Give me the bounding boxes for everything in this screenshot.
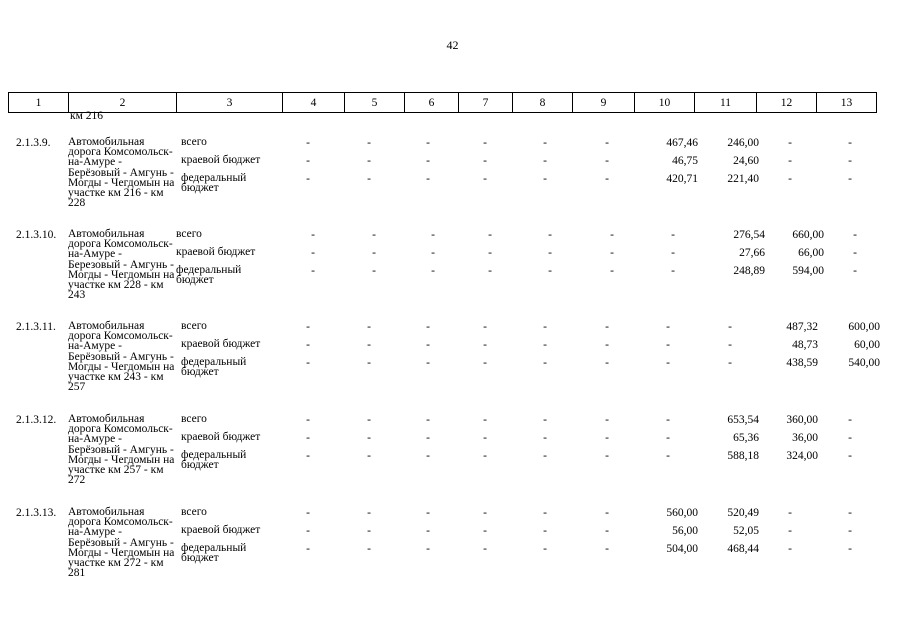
value-cell: - <box>306 155 310 167</box>
value-cell: 467,46 <box>666 137 698 149</box>
value-cell: - <box>483 450 487 462</box>
value-cell: - <box>543 339 547 351</box>
value-cell: - <box>543 357 547 369</box>
row-object-name: Автомобильная дорога Комсомольск-на-Амуре - Берёзовый - Амгунь - Могды - Чегдомын на участке км 216 - км 228 <box>68 136 175 210</box>
value-cell: - <box>426 543 430 555</box>
value-cell: 504,00 <box>666 543 698 555</box>
value-cell: - <box>488 247 492 259</box>
value-cell: - <box>306 137 310 149</box>
col-11-header: 11 <box>695 93 757 113</box>
value-cell: 52,05 <box>733 525 759 537</box>
value-cell: - <box>483 432 487 444</box>
value-cell: - <box>306 339 310 351</box>
value-cell: - <box>728 321 732 333</box>
value-cell: - <box>372 229 376 241</box>
value-cell: - <box>605 507 609 519</box>
funding-source: краевой бюджет <box>181 524 261 536</box>
value-cell: - <box>367 543 371 555</box>
value-cell: - <box>788 507 792 519</box>
value-cell: 468,44 <box>727 543 759 555</box>
value-cell: - <box>543 525 547 537</box>
page-number: 42 <box>446 38 459 52</box>
value-cell: 246,00 <box>727 137 759 149</box>
value-cell: - <box>426 155 430 167</box>
value-cell: - <box>426 450 430 462</box>
table-row <box>0 321 905 411</box>
header-row <box>9 93 877 113</box>
value-cell: - <box>666 414 670 426</box>
value-cell: 65,36 <box>733 432 759 444</box>
value-cell: - <box>431 247 435 259</box>
value-cell: - <box>367 357 371 369</box>
value-cell: - <box>605 137 609 149</box>
value-cell: - <box>426 173 430 185</box>
value-cell: - <box>367 339 371 351</box>
value-cell: - <box>543 321 547 333</box>
value-cell: - <box>431 229 435 241</box>
value-cell: - <box>848 137 852 149</box>
value-cell: - <box>788 525 792 537</box>
value-cell: - <box>543 155 547 167</box>
value-cell: - <box>788 155 792 167</box>
table-row <box>0 137 905 227</box>
value-cell: - <box>605 321 609 333</box>
value-cell: - <box>605 450 609 462</box>
funding-source: всего <box>181 506 207 518</box>
value-cell: - <box>483 339 487 351</box>
value-cell: - <box>488 265 492 277</box>
funding-source: всего <box>181 413 207 425</box>
value-cell: - <box>610 247 614 259</box>
value-cell: - <box>671 229 675 241</box>
value-cell: - <box>367 525 371 537</box>
value-cell: - <box>306 507 310 519</box>
value-cell: - <box>848 450 852 462</box>
row-code: 2.1.3.10. <box>16 229 57 241</box>
col-13-header: 13 <box>817 93 877 113</box>
value-cell: - <box>426 321 430 333</box>
value-cell: - <box>605 432 609 444</box>
value-cell: - <box>605 173 609 185</box>
value-cell: 276,54 <box>733 229 765 241</box>
value-cell: - <box>306 432 310 444</box>
row-object-name: Автомобильная дорога Комсомольск-на-Амуре - Берёзовый - Амгунь - Могды - Чегдомын на участке км 272 - км 281 <box>68 506 175 580</box>
table-row <box>0 507 905 597</box>
value-cell: - <box>605 339 609 351</box>
value-cell: - <box>605 543 609 555</box>
value-cell: 24,60 <box>733 155 759 167</box>
value-cell: - <box>728 339 732 351</box>
value-cell: - <box>610 229 614 241</box>
funding-source: федеральный бюджет <box>176 264 242 286</box>
value-cell: 36,00 <box>792 432 818 444</box>
value-cell: - <box>367 155 371 167</box>
value-cell: - <box>853 247 857 259</box>
value-cell: - <box>367 173 371 185</box>
value-cell: - <box>483 137 487 149</box>
row-code: 2.1.3.13. <box>16 507 57 519</box>
col-12-header: 12 <box>757 93 817 113</box>
row-code: 2.1.3.12. <box>16 414 57 426</box>
value-cell: - <box>548 265 552 277</box>
value-cell: - <box>853 229 857 241</box>
table-row <box>0 414 905 504</box>
funding-source: федеральный бюджет <box>181 542 247 564</box>
value-cell: - <box>548 229 552 241</box>
value-cell: 66,00 <box>798 247 824 259</box>
value-cell: - <box>367 321 371 333</box>
value-cell: 653,54 <box>727 414 759 426</box>
value-cell: 360,00 <box>786 414 818 426</box>
value-cell: - <box>367 450 371 462</box>
col-9-header: 9 <box>573 93 635 113</box>
value-cell: - <box>666 339 670 351</box>
value-cell: - <box>426 432 430 444</box>
value-cell: 48,73 <box>792 339 818 351</box>
col-5-header: 5 <box>345 93 405 113</box>
funding-source: федеральный бюджет <box>181 449 247 471</box>
value-cell: 520,49 <box>727 507 759 519</box>
column-header-table <box>8 92 877 113</box>
funding-source: краевой бюджет <box>176 246 256 258</box>
value-cell: - <box>426 414 430 426</box>
funding-source: федеральный бюджет <box>181 356 247 378</box>
value-cell: - <box>483 155 487 167</box>
value-cell: 56,00 <box>672 525 698 537</box>
value-cell: 438,59 <box>786 357 818 369</box>
value-cell: - <box>306 173 310 185</box>
value-cell: - <box>483 357 487 369</box>
row-code: 2.1.3.9. <box>16 137 51 149</box>
value-cell: - <box>426 525 430 537</box>
value-cell: - <box>367 432 371 444</box>
col-4-header: 4 <box>283 93 345 113</box>
funding-source: всего <box>181 320 207 332</box>
funding-source: всего <box>176 228 202 240</box>
value-cell: - <box>605 155 609 167</box>
value-cell: - <box>372 247 376 259</box>
value-cell: - <box>426 137 430 149</box>
value-cell: 221,40 <box>727 173 759 185</box>
row-object-name: Автомобильная дорога Комсомольск-на-Амуре - Берёзовый - Амгунь - Могды - Чегдомын на участке км 257 - км 272 <box>68 413 175 487</box>
value-cell: - <box>367 137 371 149</box>
carryover-text: км 216 <box>70 110 103 122</box>
value-cell: 540,00 <box>848 357 880 369</box>
funding-source: всего <box>181 136 207 148</box>
funding-source: краевой бюджет <box>181 431 261 443</box>
value-cell: - <box>543 137 547 149</box>
col-10-header: 10 <box>635 93 695 113</box>
value-cell: - <box>306 414 310 426</box>
value-cell: - <box>848 155 852 167</box>
funding-source: краевой бюджет <box>181 338 261 350</box>
value-cell: - <box>311 247 315 259</box>
value-cell: - <box>605 414 609 426</box>
value-cell: - <box>848 525 852 537</box>
value-cell: 27,66 <box>739 247 765 259</box>
value-cell: - <box>605 357 609 369</box>
value-cell: - <box>431 265 435 277</box>
value-cell: - <box>306 450 310 462</box>
col-8-header: 8 <box>513 93 573 113</box>
value-cell: - <box>306 321 310 333</box>
value-cell: - <box>488 229 492 241</box>
value-cell: - <box>483 507 487 519</box>
value-cell: - <box>426 357 430 369</box>
value-cell: - <box>543 543 547 555</box>
value-cell: - <box>543 414 547 426</box>
value-cell: - <box>605 525 609 537</box>
value-cell: - <box>788 173 792 185</box>
value-cell: - <box>666 321 670 333</box>
value-cell: 588,18 <box>727 450 759 462</box>
value-cell: - <box>788 137 792 149</box>
value-cell: - <box>848 414 852 426</box>
value-cell: - <box>610 265 614 277</box>
value-cell: 248,89 <box>733 265 765 277</box>
value-cell: 594,00 <box>792 265 824 277</box>
value-cell: - <box>848 173 852 185</box>
value-cell: - <box>728 357 732 369</box>
table-row <box>0 229 905 319</box>
col-6-header: 6 <box>405 93 459 113</box>
value-cell: - <box>543 450 547 462</box>
value-cell: - <box>788 543 792 555</box>
value-cell: - <box>483 525 487 537</box>
value-cell: - <box>483 173 487 185</box>
value-cell: - <box>372 265 376 277</box>
value-cell: - <box>306 357 310 369</box>
value-cell: - <box>671 265 675 277</box>
value-cell: - <box>483 543 487 555</box>
value-cell: - <box>543 507 547 519</box>
value-cell: 60,00 <box>854 339 880 351</box>
value-cell: - <box>848 507 852 519</box>
value-cell: - <box>426 339 430 351</box>
row-object-name: Автомобильная дорога Комсомольск-на-Амуре - Березовый - Амгунь - Могды - Чегдомын на участке км 228 - км 243 <box>68 228 175 302</box>
value-cell: - <box>311 229 315 241</box>
value-cell: - <box>543 432 547 444</box>
value-cell: - <box>666 357 670 369</box>
value-cell: - <box>426 507 430 519</box>
value-cell: - <box>548 247 552 259</box>
value-cell: - <box>483 414 487 426</box>
value-cell: 600,00 <box>848 321 880 333</box>
col-3-header: 3 <box>177 93 283 113</box>
value-cell: 487,32 <box>786 321 818 333</box>
value-cell: 46,75 <box>672 155 698 167</box>
col-7-header: 7 <box>459 93 513 113</box>
col-2-header: 2 <box>69 93 177 113</box>
value-cell: - <box>543 173 547 185</box>
value-cell: 420,71 <box>666 173 698 185</box>
value-cell: - <box>671 247 675 259</box>
value-cell: - <box>666 450 670 462</box>
value-cell: - <box>367 507 371 519</box>
value-cell: - <box>306 525 310 537</box>
value-cell: 560,00 <box>666 507 698 519</box>
value-cell: 660,00 <box>792 229 824 241</box>
value-cell: - <box>666 432 670 444</box>
value-cell: - <box>306 543 310 555</box>
row-object-name: Автомобильная дорога Комсомольск-на-Амуре - Берёзовый - Амгунь - Могды - Чегдомын на участке км 243 - км 257 <box>68 320 175 394</box>
value-cell: - <box>483 321 487 333</box>
col-1-header: 1 <box>9 93 69 113</box>
funding-source: федеральный бюджет <box>181 172 247 194</box>
funding-source: краевой бюджет <box>181 154 261 166</box>
value-cell: - <box>367 414 371 426</box>
value-cell: - <box>848 432 852 444</box>
row-code: 2.1.3.11. <box>16 321 56 333</box>
value-cell: - <box>311 265 315 277</box>
value-cell: - <box>848 543 852 555</box>
value-cell: 324,00 <box>786 450 818 462</box>
value-cell: - <box>853 265 857 277</box>
